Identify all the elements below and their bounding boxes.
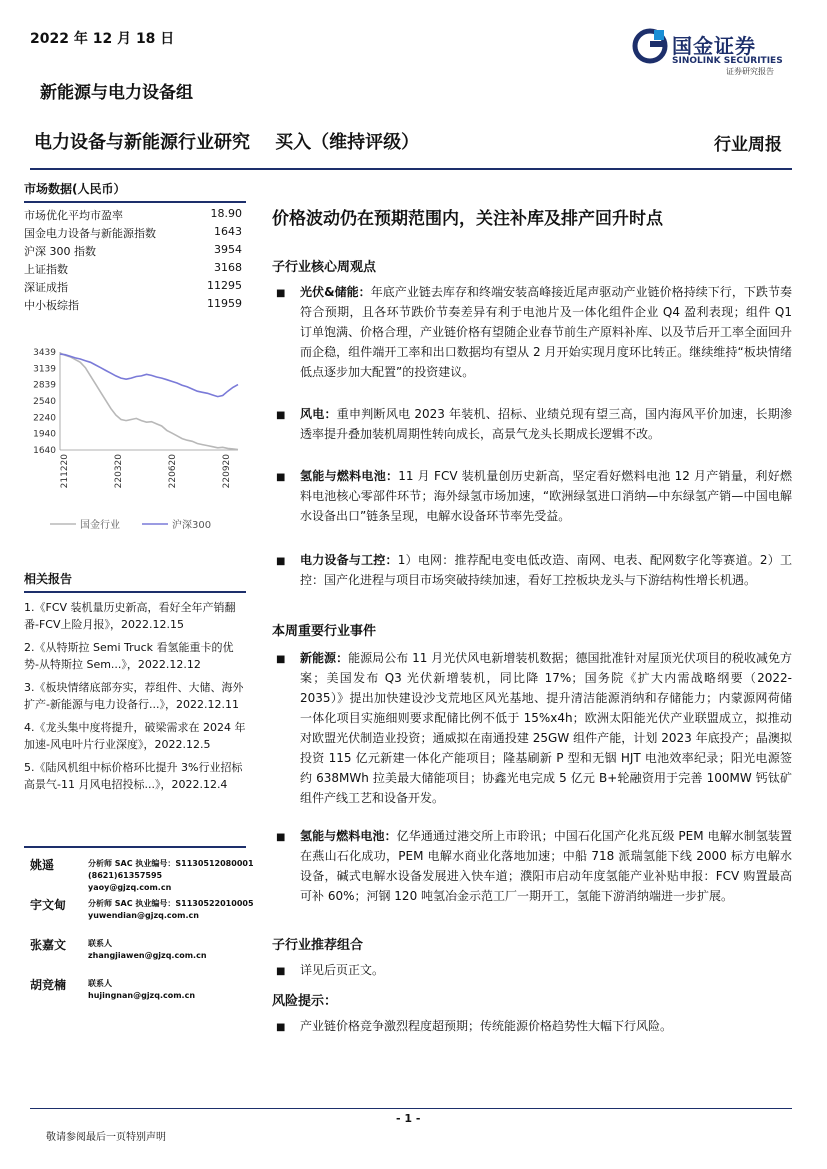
analyst-line: zhangjiawen@gjzq.com.cn — [88, 951, 207, 960]
market-row — [24, 259, 246, 277]
report-type: 行业周报 — [714, 135, 782, 155]
analyst-line: yuwendian@gjzq.com.cn — [88, 911, 199, 920]
related-divider — [24, 591, 246, 593]
report-title: 电力设备与新能源行业研究 买入（维持评级） — [34, 132, 420, 153]
x-tick-label: 211220 — [60, 454, 70, 489]
y-tick-label: 2540 — [33, 396, 56, 407]
para-risk: 产业链价格竞争激烈程度超预期；传统能源价格趋势性大幅下行风险。 — [300, 1019, 673, 1033]
research-group: 新能源与电力设备组 — [40, 83, 193, 103]
market-value: 18.90 — [210, 207, 242, 220]
analyst-line: hujingnan@gjzq.com.cn — [88, 991, 196, 1000]
para-text: 重申判断风电 2023 年装机、招标、业绩兑现有望三高，国内海风平价加速，长期渗透率提升叠加装机周期性转向成长，高景气龙头长期成长逻辑不改。 — [300, 407, 792, 441]
market-key: 深证成指 — [24, 281, 68, 294]
logo-text-en: SINOLINK SECURITIES — [672, 56, 783, 66]
legend-label: 沪深300 — [172, 520, 212, 531]
analyst-name: 宇文甸 — [30, 898, 67, 912]
x-tick-label: 220920 — [221, 454, 232, 489]
legend-label: 国金行业 — [80, 520, 120, 531]
para-label: 氢能与燃料电池： — [300, 829, 397, 843]
market-key: 沪深 300 指数 — [24, 245, 96, 258]
para-text: 能源局公布 11 月光伏风电新增装机数据；德国批准针对屋顶光伏项目的税收减免方案；美国发布 Q3 光伏新增装机，同比降 17%；国务院《扩大内需战略纲要（2022-2035）》提出加快建设沙戈荒地区风光基地、提升清洁能源消纳和存储能力；内蒙源网荷储一体化项目实施细则要求配储比例不低于 15%x4h；欧洲太阳能光伏产业联盟成立，拟推动对欧盟光伏制造业投资；通威拟在南通投建 25GW 组件产能，计划 2023 年底投产；晶澳拟投资 115 亿元新建一体化产能项目；隆基刷新 P 型和无铟 HJT 电池效率纪录；阳光电源签约 638MWh 拉美最大储能项目；协鑫光电完成 5 亿元 B+轮融资用于完善 100MW 钙钛矿组件产线工艺和设备开发。 — [300, 651, 792, 805]
y-tick-label: 1640 — [33, 446, 56, 456]
para-pv-storage — [300, 282, 792, 382]
bullet-icon: ■ — [276, 832, 286, 843]
related-report-item[interactable]: 3.《板块情绪底部夯实，荐组件、大储、海外扩产-新能源与电力设备行...》，2022.12.11 — [24, 681, 244, 711]
analyst-name: 胡竞楠 — [30, 978, 67, 992]
para-text: 亿华通通过港交所上市聆讯；中国石化国产化兆瓦级 PEM 电解水制氢装置在燕山石化成功，PEM 电解水商业化落地加速；中船 718 派瑞氢能下线 2000 标方电解水设备，碱式电解水设备发展进入快车道；濮阳市启动年度氢能产业补贴申报：FCV 购置最高可补 60%；河钢 120 吨氢冶金示范工厂一期开工，氢能下游消纳端进一步扩展。 — [300, 829, 792, 903]
bullet-icon: ■ — [276, 654, 286, 665]
analyst-info — [88, 938, 207, 962]
section-weekly-events: 本周重要行业事件 — [272, 624, 377, 639]
analyst-name: 张嘉文 — [30, 938, 67, 952]
market-row — [24, 295, 246, 313]
report-date: 2022 年 12 月 18 日 — [30, 31, 175, 47]
logo-emblem-icon — [632, 26, 668, 70]
related-reports — [24, 570, 246, 799]
market-divider — [24, 201, 246, 203]
index-chart-svg — [24, 346, 246, 546]
market-row — [24, 241, 246, 259]
related-title: 相关报告 — [24, 572, 73, 586]
market-row — [24, 223, 246, 241]
y-tick-label: 2240 — [33, 413, 56, 424]
para-label: 氢能与燃料电池： — [300, 469, 399, 483]
para-wind — [300, 404, 792, 444]
related-report-item[interactable]: 1.《FCV 装机量历史新高，看好全年产销翻番-FCV上险月报》，2022.12.15 — [24, 601, 236, 631]
para-text: 1）电网：推荐配电变电低改造、南网、电表、配网数字化等赛道。2）工控：国产化进程与项目市场突破持续加速，看好工控板块龙头与下游结构性增长机遇。 — [300, 553, 792, 587]
para-hydrogen-events — [300, 826, 792, 906]
series-line-csi300 — [60, 354, 238, 397]
index-chart — [24, 346, 246, 546]
bullet-icon: ■ — [276, 1022, 286, 1033]
analyst-line: yaoy@gjzq.com.cn — [88, 883, 172, 892]
x-tick-label: 220620 — [167, 454, 178, 489]
analyst-info — [88, 858, 254, 894]
analyst-line: 联系人 — [88, 979, 112, 988]
market-data-title: 市场数据(人民币） — [24, 182, 126, 196]
analyst-info — [88, 978, 195, 1002]
market-value: 3954 — [214, 243, 242, 256]
para-power-equipment — [300, 550, 792, 590]
disclaimer-note: 敬请参阅最后一页特别声明 — [46, 1132, 166, 1143]
y-tick-label: 3439 — [33, 348, 56, 358]
para-text: 11 月 FCV 装机量创历史新高，坚定看好燃料电池 12 月产销量，利好燃料电池核心零部件环节；海外绿氢市场加速，“欧洲绿氢进口消纳—中东绿氢产销—中国电解水设备出口”链条呈现，电解水设备环节率先受益。 — [300, 469, 792, 523]
related-report-item[interactable]: 5.《陆风机组中标价格环比提升 3%行业招标高景气-11 月风电招投标...》，2022.12.4 — [24, 761, 243, 791]
bullet-icon: ■ — [276, 472, 286, 483]
headline: 价格波动仍在预期范围内，关注补库及排产回升时点 — [272, 209, 663, 229]
analyst-line: (8621)61357595 — [88, 871, 163, 880]
section-core-views: 子行业核心周观点 — [272, 260, 377, 275]
para-new-energy — [300, 648, 792, 808]
market-key: 国金电力设备与新能源指数 — [24, 227, 156, 240]
y-tick-label: 3139 — [33, 364, 56, 375]
market-key: 中小板综指 — [24, 299, 79, 312]
market-data-panel — [24, 180, 246, 313]
market-key: 上证指数 — [24, 263, 68, 276]
market-value: 3168 — [214, 261, 242, 274]
analyst-name: 姚遥 — [30, 858, 55, 872]
para-label: 新能源： — [300, 651, 349, 665]
logo-subtitle: 证券研究报告 — [726, 67, 774, 76]
analyst-line: 分析师 SAC 执业编号：S1130522010005 — [88, 899, 254, 908]
market-value: 11295 — [207, 279, 242, 292]
market-key: 市场优化平均市盈率 — [24, 209, 123, 222]
para-label: 光伏&储能： — [300, 285, 371, 299]
y-tick-label: 2839 — [33, 380, 56, 391]
page-number: - 1 - — [396, 1112, 421, 1125]
para-label: 风电： — [300, 407, 337, 421]
market-value: 1643 — [214, 225, 242, 238]
market-value: 11959 — [207, 297, 242, 310]
para-text: 年底产业链去库存和终端安装高峰接近尾声驱动产业链价格持续下行，下跌节奏符合预期，且各环节跌价节奏差异有利于电池片及一体化组件企业 Q4 盈利表现；组件 Q1 订单饱满、价格合理，产业链价格有望随企业春节前生产原料补库、以及节后开工率全面回升而企稳，组件端开工率和出口数据均有望从 2 月开始实现月度环比转正。继续维持“板块情绪低点逐步加大配置”的投资建议。 — [300, 285, 793, 379]
para-label: 电力设备与工控： — [300, 553, 398, 567]
y-tick-label: 1940 — [33, 429, 56, 440]
related-report-item[interactable]: 4.《龙头集中度将提升，破梁需求在 2024 年加速-风电叶片行业深度》，2022.12.5 — [24, 721, 246, 751]
analyst-divider — [24, 846, 246, 848]
related-report-item[interactable]: 2.《从特斯拉 Semi Truck 看氢能重卡的优势-从特斯拉 Sem...》，2022.12.12 — [24, 641, 234, 671]
bullet-icon: ■ — [276, 288, 286, 299]
para-hydrogen — [300, 466, 792, 526]
bullet-icon: ■ — [276, 556, 286, 567]
logo-text-cn: 国金证券 — [672, 34, 756, 58]
series-line-industry — [60, 353, 238, 450]
x-tick-label: 220320 — [113, 454, 124, 489]
analyst-line: 分析师 SAC 执业编号：S1130512080001 — [88, 859, 254, 868]
market-row — [24, 277, 246, 295]
analyst-line: 联系人 — [88, 939, 112, 948]
bullet-icon: ■ — [276, 966, 286, 977]
title-bar — [30, 122, 792, 162]
para-portfolio: 详见后页正文。 — [300, 963, 385, 977]
section-portfolio: 子行业推荐组合 — [272, 938, 364, 953]
analyst-info — [88, 898, 254, 922]
footer-divider — [30, 1108, 792, 1109]
section-risk: 风险提示： — [272, 994, 338, 1009]
market-row — [24, 205, 246, 223]
header-divider — [30, 168, 792, 170]
bullet-icon: ■ — [276, 410, 286, 421]
